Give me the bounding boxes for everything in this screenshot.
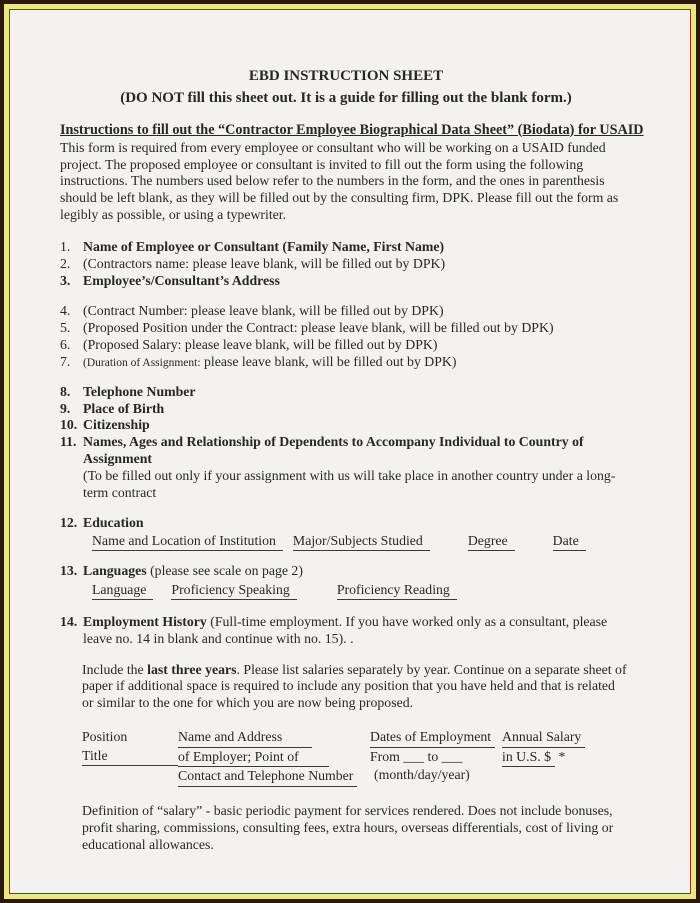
item-text-rest: (Full-time employment. If you have worked only as a consultant, please leave no. 14 in blank and continue with no. 15). .	[83, 613, 608, 646]
list-item-13	[60, 563, 632, 580]
item-text: Name of Employee or Consultant (Family Name, First Name)	[83, 238, 445, 254]
employment-col-position	[82, 728, 178, 787]
item-text: (Contractors name: please leave blank, will be filled out by DPK)	[83, 255, 446, 271]
employment-col-dates	[370, 728, 502, 787]
item-text-bold: Names, Ages and Relationship of Dependents to Accompany Individual to Country of Assignment	[83, 434, 584, 467]
section-heading: Instructions to fill out the “Contractor Employee Biographical Data Sheet” (Biodata) for USAID	[60, 121, 644, 138]
list-item-12	[60, 515, 632, 532]
item-number: 11.	[60, 434, 77, 450]
employer-header-line2: of Employer; Point of	[178, 748, 329, 768]
item-text: Education	[83, 514, 144, 530]
employment-col-employer	[178, 728, 370, 787]
item-text-bold: Languages	[83, 563, 147, 579]
item-text: (Proposed Salary: please leave blank, will be filled out by DPK)	[83, 337, 438, 353]
intro-paragraph: This form is required from every employee or consultant who will be working on a USAID funded project. The proposed employee or consultant is invited to fill out the form using the following instructions. The numbers used below refer to the numbers in the form, and the ones in parenthesis should be left blank, as they will be filled out by the consulting firm, DPK. Please fill out the form as legibly as possible, or using a typewriter.	[60, 139, 619, 223]
employer-header-line3: Contact and Telephone Number	[178, 767, 357, 787]
item-number: 10.	[60, 417, 78, 433]
item-number: 4.	[60, 303, 71, 319]
list-item-4	[60, 303, 632, 320]
item-number: 9.	[60, 400, 71, 416]
document-page	[9, 9, 691, 894]
list-item-14	[60, 614, 632, 648]
item-text: (Contract Number: please leave blank, will be filled out by DPK)	[83, 303, 444, 319]
item-number: 5.	[60, 320, 71, 336]
list-item-2	[60, 256, 632, 273]
list-item-6	[60, 337, 632, 354]
item-text-bold: Employment History	[83, 613, 207, 629]
employer-header-line1: Name and Address	[178, 728, 312, 748]
dates-header: Dates of Employment	[370, 728, 495, 748]
languages-col-language: Language	[92, 582, 153, 600]
languages-header-row	[92, 582, 632, 600]
include-bold: last three years	[147, 661, 237, 677]
salary-header-line2: in U.S. $	[502, 748, 555, 768]
education-col-major: Major/Subjects Studied	[293, 533, 430, 551]
item-number: 2.	[60, 255, 71, 271]
item-text: Employee’s/Consultant’s Address	[83, 272, 280, 288]
salary-definition-paragraph: Definition of “salary” - basic periodic payment for services rendered. Does not include bonuses, profit sharing, commissions, consulting fees, extra hours, overseas differentials, cost of living or educational allowances.	[82, 802, 614, 852]
education-header-row	[92, 533, 632, 551]
education-col-date: Date	[553, 533, 586, 551]
page-content	[10, 10, 690, 853]
languages-col-speaking: Proficiency Speaking	[171, 582, 296, 600]
salary-asterisk: *	[555, 748, 566, 764]
list-item-3	[60, 273, 632, 290]
item-text: Place of Birth	[83, 400, 165, 416]
dates-format-line: (month/day/year)	[374, 767, 470, 783]
include-paragraph	[82, 662, 627, 712]
list-item-7	[60, 354, 632, 371]
education-col-institution: Name and Location of Institution	[92, 533, 283, 551]
item-11-note: (To be filled out only if your assignment with us will take place in another country under a long-term contract	[83, 467, 616, 500]
item-number: 14.	[60, 613, 78, 629]
list-item-5	[60, 320, 632, 337]
item-number: 8.	[60, 383, 71, 399]
employment-col-salary	[502, 728, 632, 787]
item-number: 3.	[60, 272, 71, 288]
item-text	[83, 614, 632, 648]
list-item-1	[60, 239, 632, 256]
education-col-degree: Degree	[468, 533, 515, 551]
item-text	[83, 354, 632, 371]
doc-subtitle: (DO NOT fill this sheet out. It is a guide for filling out the blank form.)	[120, 89, 572, 106]
decorative-border-gold	[4, 4, 696, 899]
item-number: 6.	[60, 337, 71, 353]
item-text: Telephone Number	[83, 383, 196, 399]
item-text-small: (Duration of Assignment:	[83, 356, 201, 369]
include-post: . Please list salaries separately by year. Continue on a separate sheet of paper if additional space is required to include any position that you have held and that is related or similar to the one for which you are now being proposed.	[82, 661, 627, 711]
item-number: 13.	[60, 563, 78, 579]
dates-blank-line: From ___ to ___	[370, 748, 463, 764]
salary-header-line1: Annual Salary	[502, 728, 585, 748]
item-text-rest: please leave blank, will be filled out by DPK)	[200, 353, 457, 369]
list-item-10	[60, 417, 632, 434]
item-number: 7.	[60, 353, 71, 369]
list-item-8	[60, 384, 632, 401]
doc-title: EBD INSTRUCTION SHEET	[248, 68, 444, 84]
languages-col-reading: Proficiency Reading	[337, 582, 457, 600]
title-block	[60, 66, 632, 110]
list-item-11	[60, 434, 632, 501]
item-text: Citizenship	[83, 417, 150, 433]
item-text-rest: (please see scale on page 2)	[146, 563, 303, 579]
employment-table-header	[82, 728, 632, 787]
item-text	[83, 563, 632, 580]
item-text: (Proposed Position under the Contract: please leave blank, will be filled out by DPK)	[83, 320, 554, 336]
item-number: 1.	[60, 238, 71, 254]
position-title-header: Position Title	[82, 728, 178, 766]
item-number: 12.	[60, 514, 78, 530]
item-text	[83, 434, 632, 501]
list-item-9	[60, 401, 632, 418]
include-pre: Include the	[82, 661, 148, 677]
